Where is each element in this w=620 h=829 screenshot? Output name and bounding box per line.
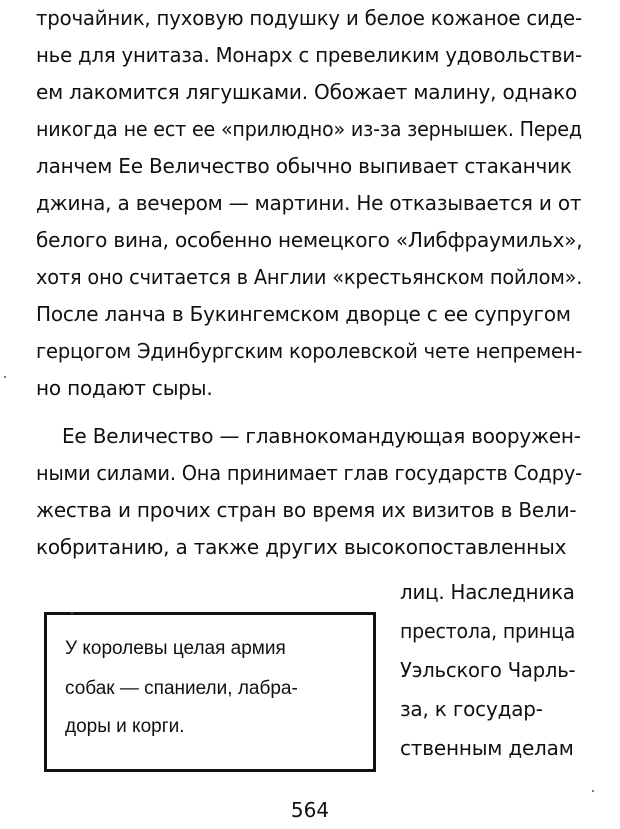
text-line: джина, а вечером — мартини. Не отказывается и от xyxy=(36,191,582,215)
side-text-line: Уэльского Чарль- xyxy=(400,658,576,682)
text-line: ланчем Ее Величество обычно выпивает стаканчик xyxy=(36,154,572,178)
text-line: герцогом Эдинбургским королевской чете непремен- xyxy=(36,339,583,363)
side-text-line: лиц. Наследника xyxy=(400,580,575,604)
side-text-line: престола, принца xyxy=(400,619,576,643)
text-line: хотя оно считается в Англии «крестьянском пойлом». xyxy=(36,265,583,289)
text-line: белого вина, особенно немецкого «Либфраумильх», xyxy=(36,228,583,252)
text-line: но подают сыры. xyxy=(36,376,213,400)
scan-speck xyxy=(592,790,594,792)
text-line: Ее Величество — главнокомандующая вооружен- xyxy=(62,424,581,448)
text-line: ными силами. Она принимает глав государств Содру- xyxy=(36,461,582,485)
sidebar-note-line: У королевы целая армия xyxy=(65,638,286,659)
scan-speck xyxy=(71,612,73,614)
text-line: никогда не ест ее «прилюдно» из-за зернышек. Перед xyxy=(36,117,582,141)
text-line: жества и прочих стран во время их визитов в Вели- xyxy=(36,498,577,522)
text-line: трочайник, пуховую подушку и белое кожаное сиде- xyxy=(36,6,582,30)
text-line: После ланча в Букингемском дворце с ее супругом xyxy=(36,302,571,326)
side-text-line: ственным делам xyxy=(400,736,574,760)
text-line: ем лакомится лягушками. Обожает малину, однако xyxy=(36,80,577,104)
sidebar-note-line: доры и корги. xyxy=(65,716,185,737)
side-text-line: за, к государ- xyxy=(400,697,543,721)
page-number: 564 xyxy=(290,798,330,822)
scan-speck xyxy=(4,376,6,378)
text-line: нье для унитаза. Монарх с превеликим удовольстви- xyxy=(36,43,582,67)
text-line: кобританию, а также других высокопоставленных xyxy=(36,535,567,559)
sidebar-note-line: собак — спаниели, лабра- xyxy=(65,678,298,699)
sidebar-note-box xyxy=(44,612,376,772)
